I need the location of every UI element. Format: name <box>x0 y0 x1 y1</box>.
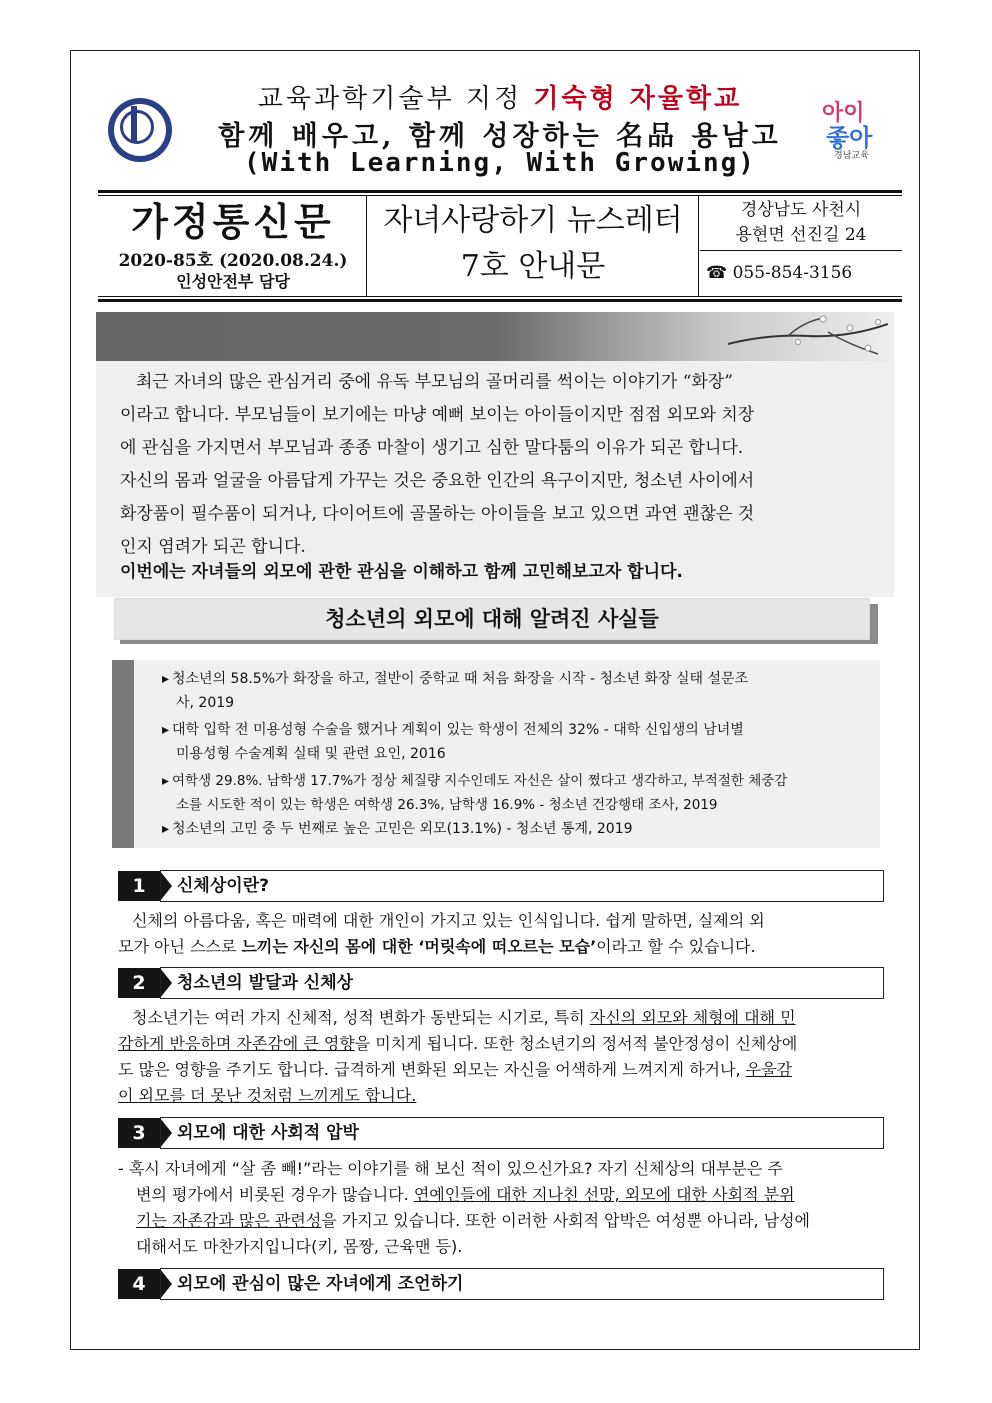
address-line-1: 경상남도 사천시 <box>740 200 862 220</box>
body-line <box>118 1057 876 1083</box>
masthead-bottom-rule-thin <box>98 296 902 297</box>
body-line <box>118 1031 876 1057</box>
masthead-left <box>100 198 366 294</box>
body-line: 대해서도 마찬가지입니다(키, 몸짱, 근육맨 등). <box>136 1237 463 1256</box>
facts-title: 청소년의 외모에 대해 알려진 사실들 <box>114 598 870 640</box>
intro-paragraph <box>120 366 872 564</box>
masthead-contact <box>700 198 902 294</box>
intro-line: 이라고 합니다. 부모님들이 보기에는 마냥 예뻐 보이는 아이들이지만 점점 외모와 치장 <box>120 405 755 425</box>
subject-line-1: 자녀사랑하기 뉴스레터 <box>383 203 683 238</box>
intro-line: 화장품이 필수품이 되거나, 다이어트에 골몰하는 아이들을 보고 있으면 과연 괜찮은 것 <box>120 504 755 524</box>
fact-text: 소를 시도한 적이 있는 학생은 여학생 26.3%, 남학생 16.9% - 청소년 건강행태 조사, 2019 <box>176 797 718 813</box>
logo-text-top: 아이 <box>822 101 865 126</box>
body-text: 모가 아닌 스스로 <box>118 937 242 956</box>
triangle-bullet-icon: ▸ <box>162 722 170 738</box>
fact-text: 청소년의 고민 중 두 번째로 높은 고민은 외모(13.1%) - 청소년 통계, 2019 <box>172 821 633 837</box>
section-number: 4 <box>118 1269 160 1299</box>
body-underlined: 우울감 <box>745 1060 792 1079</box>
address-line-2: 용현면 선진길 24 <box>735 225 867 245</box>
issue-number: 2020-85호 (2020.08.24.) <box>118 251 348 271</box>
section-number: 2 <box>118 968 160 998</box>
fact-text: 대학 입학 전 미용성형 수술을 했거나 계획이 있는 학생이 전체의 32% - 대학 신입생의 남녀별 <box>172 722 744 738</box>
masthead-top-rule <box>98 190 902 193</box>
intro-line: 인지 염려가 되곤 합니다. <box>120 537 306 557</box>
masthead-divider <box>366 196 367 296</box>
section-body <box>118 1156 876 1260</box>
section-title: 신체상이란? <box>160 870 884 902</box>
designation-line <box>180 78 820 115</box>
gyeongnam-education-logo <box>818 96 888 164</box>
fact-item <box>162 817 874 841</box>
body-emphasis: 느끼는 자신의 몸에 대한 ‘머릿속에 떠오르는 모습’ <box>241 937 597 956</box>
school-motto-english: (With Learning, With Growing) <box>244 148 756 178</box>
school-motto: 함께 배우고, 함께 성장하는 名品 용남고 <box>218 121 782 152</box>
body-text: 을 가지고 있습니다. 또한 이러한 사회적 압박은 여성뿐 아니라, 남성에 <box>321 1211 810 1230</box>
intro-emphasis: 이번에는 자녀들의 외모에 관한 관심을 이해하고 함께 고민해보고자 합니다. <box>120 562 683 582</box>
body-text: 이라고 할 수 있습니다. <box>596 937 756 956</box>
phone-number: ☎ 055-854-3156 <box>706 263 853 283</box>
fact-item <box>162 718 874 766</box>
intro-line: 최근 자녀의 많은 관심거리 중에 유독 부모님의 골머리를 썩이는 이야기가 “화장” <box>136 372 733 392</box>
masthead-subject <box>368 198 698 294</box>
intro-line: 에 관심을 가지면서 부모님과 종종 마찰이 생기고 심한 말다툼의 이유가 되곤 합니다. <box>120 438 744 458</box>
intro-line: 자신의 몸과 얼굴을 아름답게 가꾸는 것은 중요한 인간의 욕구이지만, 청소년 사이에서 <box>120 471 755 491</box>
decorative-banner <box>96 312 894 361</box>
body-line <box>118 1182 876 1208</box>
masthead-bottom-rule <box>98 299 902 302</box>
section-number: 1 <box>118 871 160 901</box>
facts-accent-bar <box>112 660 134 848</box>
school-seal-icon <box>108 98 172 162</box>
body-underlined: 기는 자존감과 많은 관련성 <box>136 1211 322 1230</box>
section-body <box>118 908 876 960</box>
body-line <box>118 1005 876 1031</box>
section-title: 외모에 관심이 많은 자녀에게 조언하기 <box>160 1268 884 1300</box>
triangle-bullet-icon: ▸ <box>162 671 170 687</box>
triangle-bullet-icon: ▸ <box>162 773 169 789</box>
section-title: 청소년의 발달과 신체상 <box>160 967 884 999</box>
body-underlined: 자신의 외모와 체형에 대해 민 <box>589 1008 796 1027</box>
section-body <box>118 1005 876 1109</box>
masthead-divider <box>698 196 699 296</box>
body-line: 신체의 아름다움, 혹은 매력에 대한 개인이 가지고 있는 인식입니다. 쉽게 말하면, 실제의 외 <box>132 911 765 930</box>
fact-text: 사, 2019 <box>176 695 235 711</box>
blossom-branch-icon <box>728 314 888 359</box>
fact-text: 청소년의 58.5%가 화장을 하고, 절반이 중학교 때 처음 화장을 시작 - 청소년 화장 실태 설문조 <box>172 671 749 687</box>
body-text: 을 미치게 됩니다. 또한 청소년기의 정서적 불안정성이 신체상에 <box>354 1034 798 1053</box>
body-underlined: 감하게 반응하며 자존감에 큰 영향 <box>118 1034 355 1053</box>
section-title: 외모에 대한 사회적 압박 <box>160 1117 884 1149</box>
logo-text-bottom: 좋아 <box>826 124 873 152</box>
body-text: 변의 평가에서 비롯된 경우가 많습니다. <box>136 1185 414 1204</box>
logo-caption: 경남교육 <box>834 151 869 161</box>
department: 인성안전부 담당 <box>176 272 290 291</box>
document-title: 가정통신문 <box>131 199 335 244</box>
fact-item <box>162 769 874 817</box>
triangle-bullet-icon: ▸ <box>162 821 170 837</box>
body-line: - 혹시 자녀에게 “살 좀 빼!”라는 이야기를 해 보신 적이 있으신가요? 자기 신체상의 대부분은 주 <box>118 1159 783 1178</box>
designation-prefix: 교육과학기술부 지정 <box>257 84 523 114</box>
body-line <box>118 934 876 960</box>
body-text: 도 많은 영향을 주기도 합니다. 급격하게 변화된 외모는 자신을 어색하게 느껴지게 하거나, <box>118 1060 746 1079</box>
body-line <box>118 1208 876 1234</box>
body-text: 청소년기는 여러 가지 신체적, 성적 변화가 동반되는 시기로, 특히 <box>132 1008 590 1027</box>
body-underlined: 연예인들에 대한 지나친 선망, 외모에 대한 사회적 분위 <box>413 1185 795 1204</box>
fact-item <box>162 667 874 715</box>
body-underlined: 이 외모를 더 못난 것처럼 느끼게도 합니다. <box>118 1086 417 1105</box>
designation-highlight: 기숙형 자율학교 <box>533 84 743 114</box>
section-number: 3 <box>118 1118 160 1148</box>
subject-line-2: 7호 안내문 <box>460 249 606 284</box>
masthead-top-rule-thin <box>98 195 902 196</box>
fact-text: 여학생 29.8%. 남학생 17.7%가 정상 체질량 지수인데도 자신은 살이 쪘다고 생각하고, 부적절한 체중감 <box>172 773 788 789</box>
fact-text: 미용성형 수술계획 실태 및 관련 요인, 2016 <box>176 746 446 762</box>
